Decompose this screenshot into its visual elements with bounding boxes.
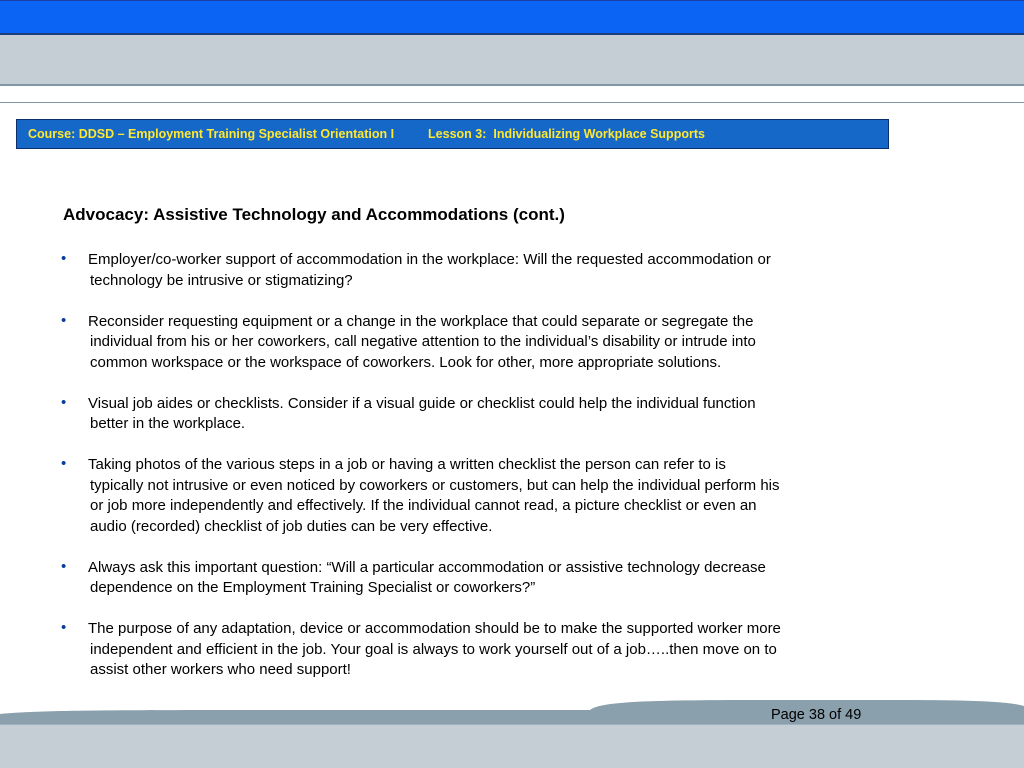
- footer-band: [0, 724, 1024, 768]
- bullet-text-line: Employer/co-worker support of accommodation in the workplace: Will the requested accommodation or: [88, 251, 771, 268]
- bullet-text-line: common workspace or the workspace of coworkers. Look for other, more appropriate solutions.: [90, 353, 722, 371]
- bullet-text-line: Always ask this important question: “Will a particular accommodation or assistive technology decrease: [88, 558, 766, 576]
- bullet-text-line: audio (recorded) checklist of job duties can be very effective.: [90, 517, 493, 535]
- bullet-text-line: Taking photos of the various steps in a job or having a written checklist the person can refer to is: [88, 456, 726, 473]
- header-divider: [0, 102, 1024, 103]
- bullet-text-line: The purpose of any adaptation, device or accommodation should be to make the supported worker more: [88, 620, 781, 637]
- bullet-dot-icon: •: [61, 619, 67, 636]
- bullet-text-line: or job more independently and effectively. If the individual cannot read, a picture checklist or even an: [90, 497, 757, 514]
- bullet-dot-icon: •: [61, 455, 67, 472]
- bullet-text-line: dependence on the Employment Training Specialist or coworkers?”: [90, 579, 536, 596]
- bullet-item: [60, 250, 890, 291]
- slide-title: Advocacy: Assistive Technology and Accommodations (cont.): [63, 205, 565, 224]
- bullet-text-line: Visual job aides or checklists. Consider if a visual guide or checklist could help the individual function: [88, 394, 756, 412]
- lesson-title: Lesson 3: Individualizing Workplace Supports: [428, 127, 705, 141]
- page-number: Page 38 of 49: [771, 707, 862, 723]
- bullet-item: [60, 619, 890, 681]
- bullet-text-line: individual from his or her coworkers, call negative attention to the individual’s disability or intrude into: [90, 333, 756, 350]
- bullet-dot-icon: •: [61, 311, 67, 329]
- bullet-text-line: better in the workplace.: [90, 415, 246, 432]
- bullet-text-line: technology be intrusive or stigmatizing?: [90, 271, 353, 289]
- bullet-dot-icon: •: [61, 393, 67, 411]
- top-blue-band: [0, 0, 1024, 35]
- bullet-text-line: typically not intrusive or even noticed by coworkers or customers, but can help the individual perform his: [90, 476, 780, 494]
- course-title: Course: DDSD – Employment Training Specialist Orientation I: [28, 127, 395, 141]
- bullet-text-line: assist other workers who need support!: [90, 661, 351, 678]
- bullet-item: [60, 394, 890, 435]
- top-gray-band: [0, 35, 1024, 86]
- bullet-dot-icon: •: [61, 557, 67, 575]
- bullet-item: [60, 312, 890, 374]
- bullet-text-line: independent and efficient in the job. Your goal is always to work yourself out of a job…..then move on to: [90, 640, 777, 658]
- bullet-item: [60, 455, 890, 537]
- bullet-text-line: Reconsider requesting equipment or a change in the workplace that could separate or segregate the: [88, 312, 754, 330]
- bullet-dot-icon: •: [61, 250, 67, 267]
- course-banner: [16, 119, 889, 149]
- bullet-list: [60, 250, 890, 701]
- bullet-item: [60, 558, 890, 599]
